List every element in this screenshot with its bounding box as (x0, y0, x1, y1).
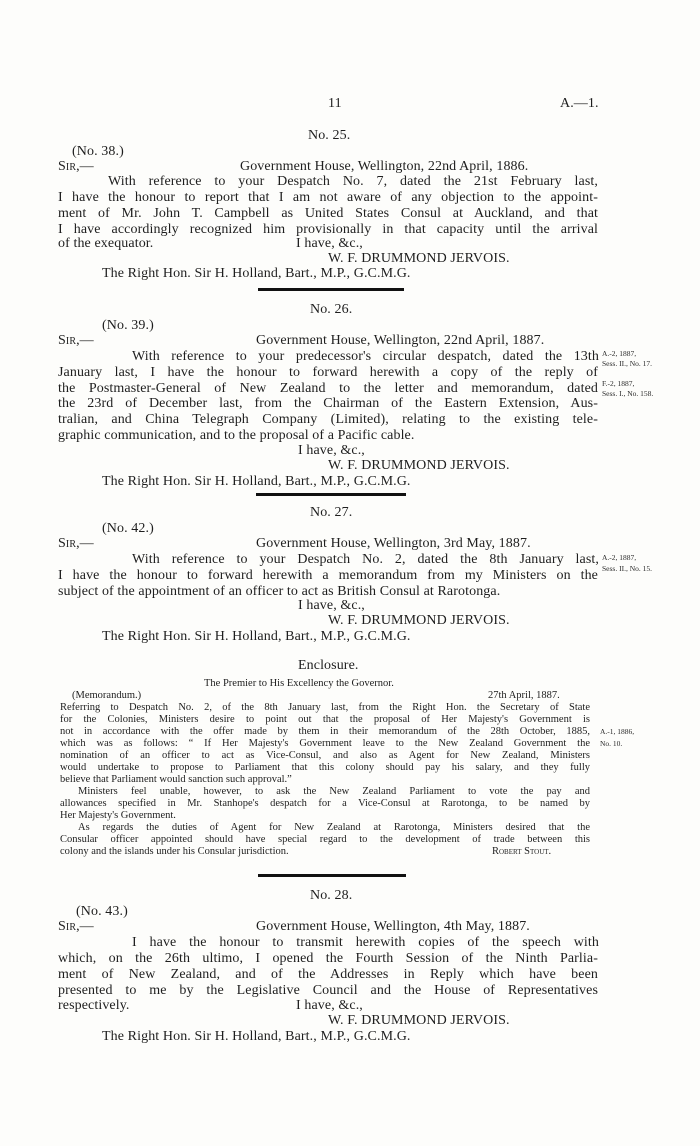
memo-line: would undertake to propose to Parliament that this colony should pay his salary, and they fully (60, 762, 590, 773)
addressee: The Right Hon. Sir H. Holland, Bart., M.P., G.C.M.G. (102, 266, 411, 281)
page-number: 11 (328, 96, 342, 111)
despatch-ref: (No. 38.) (72, 144, 124, 159)
memo-line: Her Majesty's Government. (60, 810, 176, 821)
body-line: I have the honour to report that I am not aware of any objection to the appoint- (58, 190, 598, 205)
salutation: Sir,— (58, 536, 94, 551)
margin-note: Sess. II., No. 15. (602, 564, 652, 573)
margin-note: No. 10. (600, 739, 623, 748)
salutation: Sir,— (58, 919, 94, 934)
despatch-title: No. 28. (310, 888, 353, 903)
signature: W. F. DRUMMOND JERVOIS. (328, 1013, 510, 1028)
memo-line: for the Colonies, Ministers desire to point out that the proposal of Her Majesty's Government is (60, 714, 590, 725)
memo-line: believe that Parliament would sanction such approval.” (60, 774, 292, 785)
body-line: ment of Mr. John T. Campbell as United States Consul at Auckland, and that (58, 206, 598, 221)
memo-date: 27th April, 1887. (488, 690, 560, 701)
body-line: which, on the 26th ultimo, I opened the Fourth Session of the Ninth Parlia- (58, 951, 598, 966)
despatch-ref: (No. 43.) (76, 904, 128, 919)
memo-line: nomination of an officer to act as Vice-Consul, and also as Agent for New Zealand, Ministers (60, 750, 590, 761)
margin-note: Sess. I., No. 158. (602, 389, 654, 398)
memo-line: colony and the islands under his Consular jurisdiction. (60, 846, 289, 857)
body-line: With reference to your predecessor's circular despatch, dated the 13th (132, 349, 599, 364)
despatch-ref: (No. 42.) (102, 521, 154, 536)
body-line: With reference to your Despatch No. 2, dated the 8th January last, (132, 552, 599, 567)
body-line: I have the honour to transmit herewith copies of the speech with (132, 935, 599, 950)
closing: I have, &c., (296, 998, 363, 1013)
body-line: graphic communication, and to the proposal of a Pacific cable. (58, 428, 415, 443)
body-line: I have the honour to forward herewith a memorandum from my Ministers on the (58, 568, 598, 583)
despatch-title: No. 27. (310, 505, 353, 520)
signature: W. F. DRUMMOND JERVOIS. (328, 613, 510, 628)
addressee: The Right Hon. Sir H. Holland, Bart., M.P., G.C.M.G. (102, 629, 411, 644)
memo-line: Ministers feel unable, however, to ask the New Zealand Parliament to vote the pay and (78, 786, 590, 797)
enclosure-title: Enclosure. (298, 658, 359, 673)
document-reference: A.—1. (560, 96, 599, 111)
memo-label: (Memorandum.) (72, 690, 142, 701)
body-line: tralian, and China Telegraph Company (Limited), relating to the existing tele- (58, 412, 598, 427)
addressee: The Right Hon. Sir H. Holland, Bart., M.P., G.C.M.G. (102, 1029, 411, 1044)
memo-signature: Robert Stout. (492, 846, 552, 857)
margin-note: F.-2, 1887, (602, 379, 635, 388)
margin-note: A.-2, 1887, (602, 349, 637, 358)
closing: I have, &c., (298, 598, 365, 613)
body-line: With reference to your Despatch No. 7, dated the 21st February last, (108, 174, 598, 189)
signature: W. F. DRUMMOND JERVOIS. (328, 251, 510, 266)
despatch-title: No. 25. (308, 128, 351, 143)
enclosure-subtitle: The Premier to His Excellency the Governor. (204, 678, 394, 689)
memo-line: Consular officer appointed should have special regard to the development of trade between this (60, 834, 590, 845)
memo-line: As regards the duties of Agent for New Zealand at Rarotonga, Ministers desired that the (78, 822, 590, 833)
body-line: subject of the appointment of an officer to act as British Consul at Rarotonga. (58, 584, 501, 599)
place-date: Government House, Wellington, 22nd April, 1887. (256, 333, 545, 348)
body-line: ment of New Zealand, and of the Addresses in Reply which have been (58, 967, 598, 982)
margin-note: Sess. II., No. 17. (602, 359, 652, 368)
signature: W. F. DRUMMOND JERVOIS. (328, 458, 510, 473)
despatch-ref: (No. 39.) (102, 318, 154, 333)
memo-line: allowances specified in Mr. Stanhope's despatch for a Vice-Consul at Rarotonga, to be named by (60, 798, 590, 809)
addressee: The Right Hon. Sir H. Holland, Bart., M.P., G.C.M.G. (102, 474, 411, 489)
body-line: January last, I have the honour to forward herewith a copy of the reply of (58, 365, 598, 380)
body-line: the 23rd of December last, from the Chairman of the Eastern Extension, Aus- (58, 396, 598, 411)
divider-rule (258, 288, 404, 291)
memo-line: which was as follows: “ If Her Majesty's Government leave to the New Zealand Government the (60, 738, 590, 749)
place-date: Government House, Wellington, 4th May, 1887. (256, 919, 530, 934)
closing: I have, &c., (296, 236, 363, 251)
place-date: Government House, Wellington, 22nd April, 1886. (240, 159, 529, 174)
body-line: I have accordingly recognized him provisionally in that capacity until the arrival (58, 222, 598, 237)
body-line: of the exequator. (58, 236, 154, 251)
memo-line: not in accordance with the offer made by them in their memorandum of the 28th October, 1885, (60, 726, 590, 737)
place-date: Government House, Wellington, 3rd May, 1887. (256, 536, 531, 551)
closing: I have, &c., (298, 443, 365, 458)
salutation: Sir,— (58, 333, 94, 348)
divider-rule (258, 874, 406, 877)
body-line: respectively. (58, 998, 130, 1013)
body-line: presented to me by the Legislative Council and the House of Representatives (58, 983, 598, 998)
divider-rule (256, 493, 406, 496)
body-line: the Postmaster-General of New Zealand to the letter and memorandum, dated (58, 381, 598, 396)
despatch-title: No. 26. (310, 302, 353, 317)
salutation: Sir,— (58, 159, 94, 174)
margin-note: A.-1, 1886, (600, 727, 635, 736)
margin-note: A.-2, 1887, (602, 553, 637, 562)
memo-line: Referring to Despatch No. 2, of the 8th January last, from the Right Hon. the Secretary of State (60, 702, 590, 713)
